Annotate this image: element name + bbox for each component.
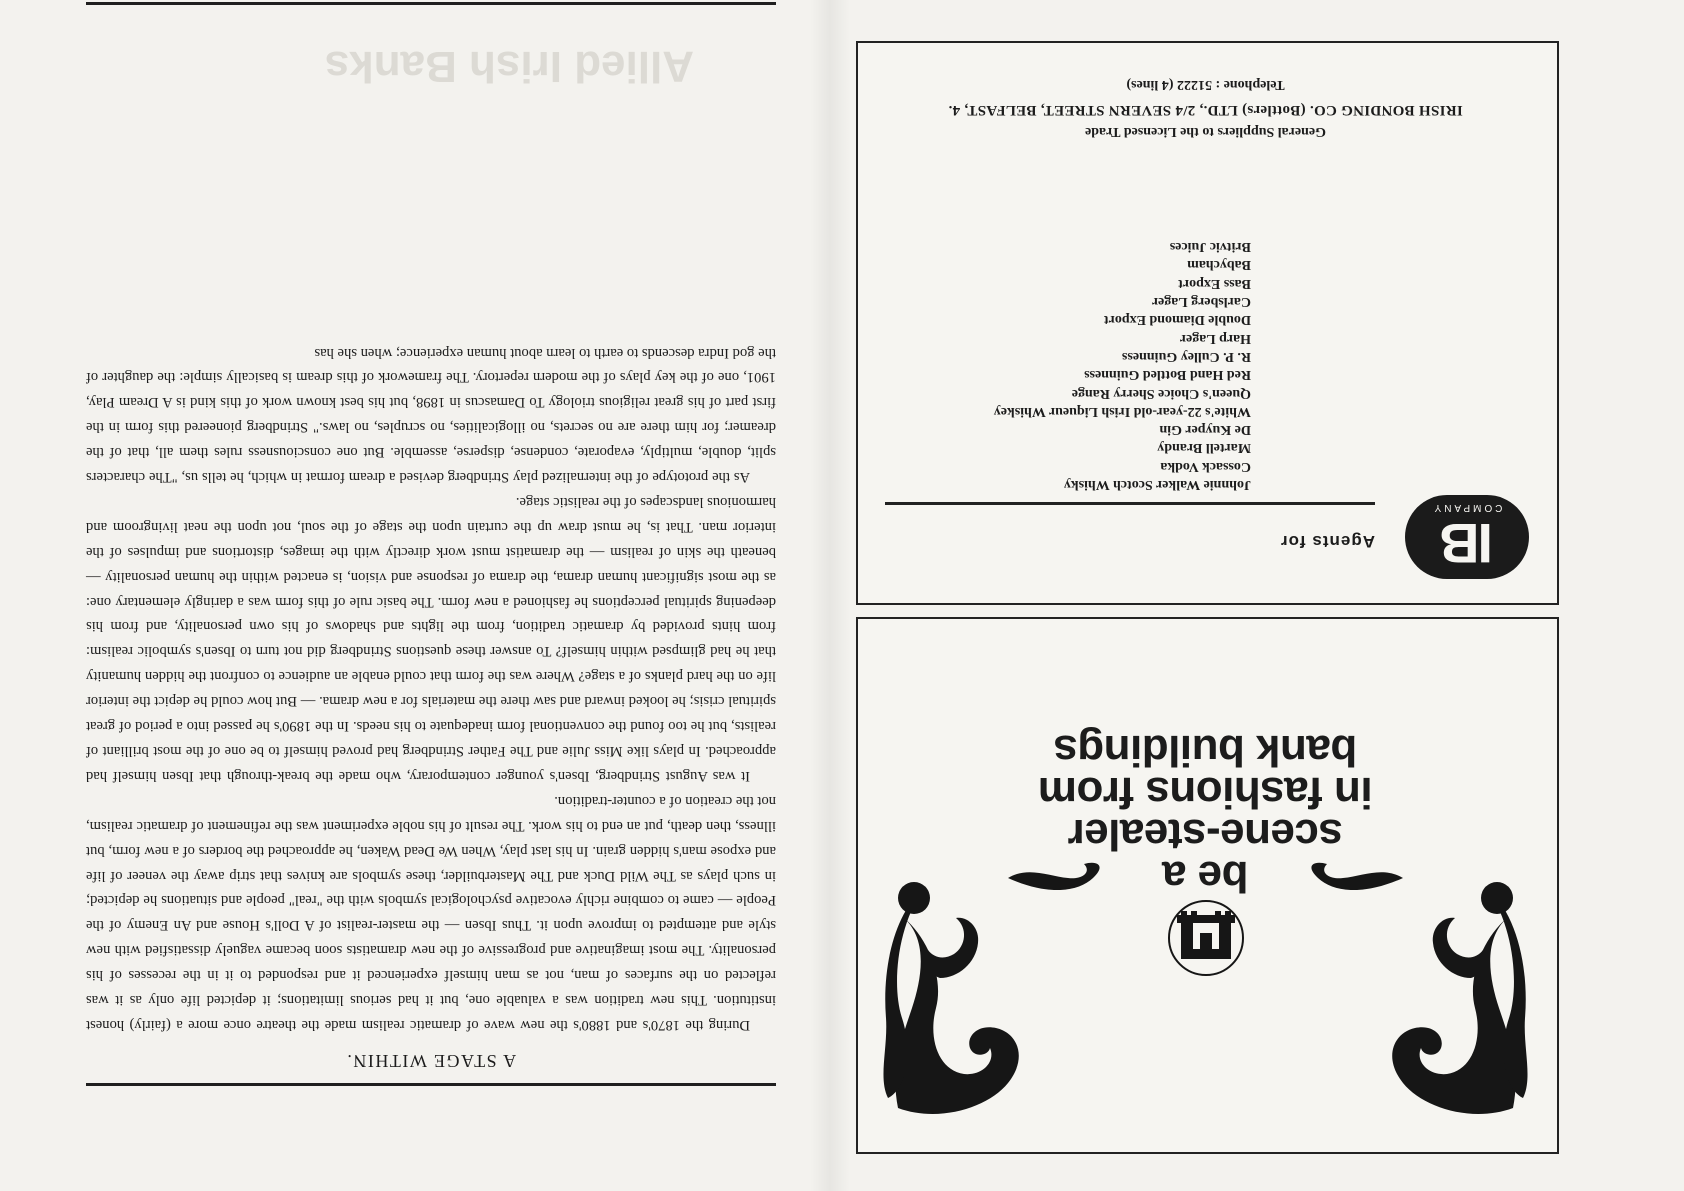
agent-item: R. P. Culley Guinness [1121,348,1251,364]
headline-line: scene-stealer [1068,810,1343,859]
headline-line: in fashions from [1038,768,1373,817]
article-paragraph: As the prototype of the internalized play Strindberg devised a dream format in which, he tells us, "The characters split, double, multiply, evaporate, condense, disperse, assemble. But one consciousness rules them all, that of the dreamer; for him there are no secrets, no illogicalities, no scruples, no laws." Strindberg pioneered this form in the first part of his great religious triology To Damascus in 1898, but his best known work of this kind is A Dream Play, 1901, one of the key plays of the modern repertory. The framework of this dream is basically simple: the daughter of the god Indra descends to earth to learn about human experience; when she has [86,344,776,486]
agent-item: Bass Export [1178,275,1251,291]
company-address: IRISH BONDING CO. (Bottlers) LTD., 2/4 SEVERN STREET, BELFAST, 4. [948,102,1463,118]
agent-item: Carlsberg Lager [1151,294,1251,310]
article-bottom-rule [86,2,776,5]
agents-divider [885,502,1375,505]
ib-company-logo [1405,495,1529,579]
bank-headline [854,726,1557,901]
agent-item: Britvic Juices [1169,239,1251,255]
page-gutter [810,0,850,1191]
bank-buildings-advert [856,617,1559,1154]
ib-logo-company: COMPANY [1431,502,1503,513]
show-through-text-2: Allied Irish Banks [324,42,694,91]
article-paragraph: During the 1870's and 1880's the new wave of dramatic realism made the theatre once more a (fairly) honest institution. This new tradition was a valuable one, but it had serious limitations; it depicted life only as it was reflected on the surfaces of man, not as man himself experienced it and responded to it in the recesses of his personality. The most imaginative and progressive of the new dramatists soon became vaguely dissatisfied with new style and attempted to improve upon it. Thus Ibsen — the master-realist of A Doll's House and An Enemy of the People — came to combine richly evocative psychological symbols with the "real" people and situations he depicted; in such plays as The Wild Duck and The Masterbuilder, these symbols are knives that strip away the veneer of life and expose man's hidden grain. In his last play, When We Dead Waken, he approached the borders of a new form, but illness, then death, put an end to his work. The result of his noble experiment was the refinement of dramatic realism, not the creation of a counter-tradition. [86,792,776,1033]
article-title: A STAGE WITHIN. [345,1051,517,1071]
article-top-rule [86,1083,776,1086]
agent-item: Harp Lager [1179,330,1251,346]
ib-logo-letters: IB [1441,512,1493,575]
agent-item: Queen's Choice Sherry Range [1071,385,1251,401]
headline-line: be a [1162,852,1249,901]
headline-line: bank buildings [1053,726,1358,775]
company-telephone: Telephone : 51222 (4 lines) [1126,77,1285,92]
article-body [86,340,776,1037]
agent-item: De Kuyper Gin [1159,422,1251,438]
agents-title: Agents for [1280,532,1375,551]
agent-item: Double Diamond Export [1103,312,1251,328]
agents-list [994,237,1251,493]
agent-item: Johnnie Walker Scotch Whisky [1063,477,1251,492]
agent-item: Babycham [1187,257,1251,273]
article-paragraph: It was August Strindberg, Ibsen's younger contemporary, who made the break-through that Ibsen himself had approached. In plays like Miss Julie and The Father Strindberg had proved himself to be one of the most brilliant of realists, but he too found the conventional form inadequate to his needs. In the 1890's he passed into a period of great spiritual crisis; he looked inward and saw there the materials for a new drama. — But how could he depict the interior life on the hard planks of a stage? Where was the form that could enable an audience to confront the hidden humanity that he had glimpsed within himself? To answer these questions Strindberg did not turn to Ibsen's symbolic realism: from hints provided by dramatic tradition, from the lights and shadows of his own personality, and from his deepening spiritual perceptions he fashioned a new form. The basic rule of this form was a daringly elementary one: as the most significant human drama, the drama of response and vision, is enacted within the human personality — beneath the skin of realism — the dramatist must work directly with the images, distortions and impulses of the interior man. That is, he must draw up the curtain upon the stage of the soul, not upon the neat livingroom and harmonious landscapes of the realistic stage. [86,493,776,784]
agent-item: Martell Brandy [1157,440,1251,456]
irish-bonding-advert [856,41,1559,605]
bank-emblem-icon [1167,899,1245,977]
agent-item: Red Hand Bottled Guinness [1084,367,1251,383]
agent-item: White's 22-year-old Irish Liqueur Whiskey [993,403,1251,419]
agent-item: Cossack Vodka [1160,458,1251,474]
supplier-note: General Suppliers to the Licensed Trade [1085,124,1326,139]
